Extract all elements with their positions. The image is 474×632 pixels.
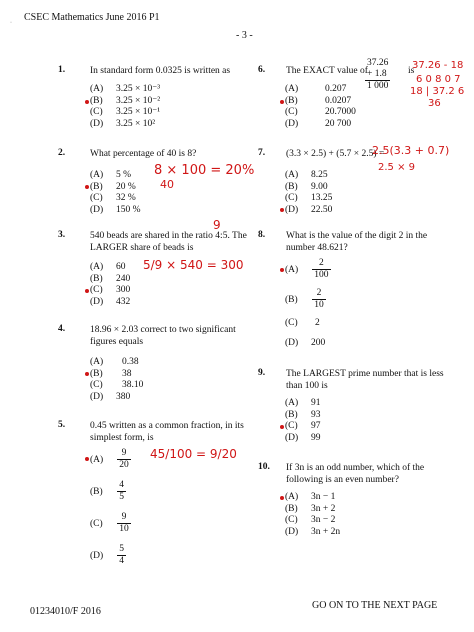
question-text-line-2: LARGER share of beads is — [90, 243, 194, 253]
question-text: (3.3 × 2.5) + (5.7 × 2.5) = — [286, 149, 385, 159]
option-c: (C) 3.25 × 10⁻¹ — [90, 107, 161, 117]
option-c: (C) 97 — [285, 421, 321, 431]
question-6-options — [285, 84, 356, 130]
question-number: 9. — [258, 368, 266, 378]
answer-mark — [280, 100, 284, 104]
option-b: (B) 38 — [90, 368, 132, 379]
answer-mark — [85, 100, 89, 104]
option-b: (B) 0.0207 — [285, 95, 352, 106]
question-number: 6. — [258, 65, 266, 75]
question-number: 3. — [58, 230, 66, 240]
question-number: 5. — [58, 420, 66, 430]
question-text-line-1: 0.45 written as a common fraction, in its — [90, 421, 244, 431]
option-a: (A) 0.207 — [285, 84, 347, 94]
question-1-options — [90, 84, 160, 130]
question-5-option-c: (C) $\frac{9}{10}$ — [90, 512, 129, 534]
question-text-line-1: What is the value of the digit 2 in the — [286, 231, 428, 241]
answer-mark — [280, 496, 284, 500]
question-number: 10. — [258, 462, 270, 472]
paper-code: 01234010/F 2016 — [30, 606, 101, 617]
question-6-fraction: 37.26 + 1.8 1 000 — [367, 58, 389, 91]
option-a: (A) 3.25 × 10⁻³ — [90, 84, 161, 94]
option-c: (C) 300 — [90, 285, 131, 295]
answer-mark — [85, 372, 89, 376]
next-page-note: GO ON TO THE NEXT PAGE — [312, 600, 438, 611]
handwritten-q7-work: 2.5(3.3 + 0.7) — [372, 144, 450, 157]
question-text-line-1: The LARGEST prime number that is less — [286, 369, 444, 379]
question-8-option-c: (C) 2 — [285, 318, 320, 328]
question-text-line-1: 18.96 × 2.03 correct to two significant — [90, 325, 236, 335]
exam-title: CSEC Mathematics June 2016 P1 — [24, 12, 160, 23]
handwritten-q3-ratio: 9 — [213, 218, 221, 232]
option-b: (B) 3.25 × 10⁻² — [90, 95, 161, 106]
question-8-option-b: (B) $\frac{2}{10}$ — [285, 288, 324, 310]
option-a: (A) 8.25 — [285, 170, 328, 180]
question-number: 2. — [58, 148, 66, 158]
answer-mark — [280, 208, 284, 212]
question-text-line-2: simplest form, is — [90, 433, 154, 443]
option-b: (B) 20 % — [90, 181, 136, 192]
question-7-options — [285, 170, 332, 216]
option-c: (C) 38.10 — [90, 380, 144, 390]
answer-mark — [280, 425, 284, 429]
question-4-options — [90, 357, 143, 403]
option-a: (A) 60 — [90, 262, 126, 272]
option-a: (A) 3n − 1 — [285, 492, 336, 502]
question-8-option-d: (D) 200 — [285, 338, 326, 348]
handwritten-q6-work: 37.26 - 18 — [412, 60, 464, 71]
question-3-options — [90, 262, 130, 308]
option-a: (A) 5 % — [90, 170, 132, 180]
question-text-line-2: number 48.621? — [286, 243, 348, 253]
answer-mark — [85, 185, 89, 189]
question-text: The EXACT value of — [286, 66, 368, 76]
handwritten-q6-work: 6 0 8 0 7 — [416, 74, 461, 85]
question-5-option-d: (D) $\frac{5}{4}$ — [90, 544, 124, 566]
option-b: (B) 93 — [285, 409, 321, 420]
question-number: 4. — [58, 324, 66, 334]
question-5-option-a: (A) $\frac{9}{20}$ — [90, 448, 129, 470]
handwritten-q2-den: 40 — [160, 178, 174, 191]
corner-mark: · — [10, 20, 12, 26]
option-d: (D) 3n + 2n — [285, 526, 341, 537]
handwritten-q6-work: 36 — [428, 98, 441, 109]
question-number: 7. — [258, 148, 266, 158]
question-text: What percentage of 40 is 8? — [90, 149, 197, 159]
question-text-line-1: 540 beads are shared in the ratio 4:5. The — [90, 231, 247, 241]
option-a: (A) 0.38 — [90, 357, 139, 367]
option-d: (D) 20 700 — [285, 118, 352, 129]
option-b: (B) 3n + 2 — [285, 503, 336, 514]
page-number: - 3 - — [236, 30, 253, 41]
option-d: (D) 22.50 — [285, 204, 333, 215]
question-2-options — [90, 170, 141, 216]
answer-mark — [85, 289, 89, 293]
option-a: (A) 91 — [285, 398, 321, 408]
question-text-line-2: following is an even number? — [286, 475, 399, 485]
question-text: In standard form 0.0325 is written as — [90, 66, 231, 76]
answer-mark — [85, 457, 89, 461]
question-8-option-a: (A) $\frac{2}{100}$ — [285, 258, 329, 280]
option-d: (D) 380 — [90, 391, 131, 402]
question-10-options — [285, 492, 340, 538]
question-9-options — [285, 398, 321, 444]
option-d: (D) 99 — [285, 432, 321, 443]
option-c: (C) 20.7000 — [285, 107, 356, 117]
question-text-line-2: than 100 is — [286, 381, 328, 391]
handwritten-q5-work: 45/100 = 9/20 — [150, 447, 237, 461]
handwritten-q7-work: 2.5 × 9 — [378, 162, 416, 173]
question-text-end: is — [408, 66, 415, 76]
handwritten-q6-work: 18 | 37.2 6 — [410, 86, 465, 97]
question-text-line-1: If 3n is an odd number, which of the — [286, 463, 425, 473]
handwritten-q2-work: 8 × 100 = 20% — [154, 163, 255, 178]
question-text-line-2: figures equals — [90, 337, 144, 347]
question-number: 8. — [258, 230, 266, 240]
option-b: (B) 240 — [90, 273, 131, 284]
option-c: (C) 32 % — [90, 193, 136, 203]
option-d: (D) 432 — [90, 296, 131, 307]
option-d: (D) 3.25 × 10² — [90, 118, 156, 129]
option-b: (B) 9.00 — [285, 181, 328, 192]
handwritten-q3-work: 5/9 × 540 = 300 — [143, 258, 244, 272]
option-c: (C) 13.25 — [285, 193, 333, 203]
question-number: 1. — [58, 65, 66, 75]
option-c: (C) 3n − 2 — [285, 515, 336, 525]
answer-mark — [280, 268, 284, 272]
option-d: (D) 150 % — [90, 204, 141, 215]
question-5-option-b: (B) $\frac{4}{5}$ — [90, 480, 124, 502]
